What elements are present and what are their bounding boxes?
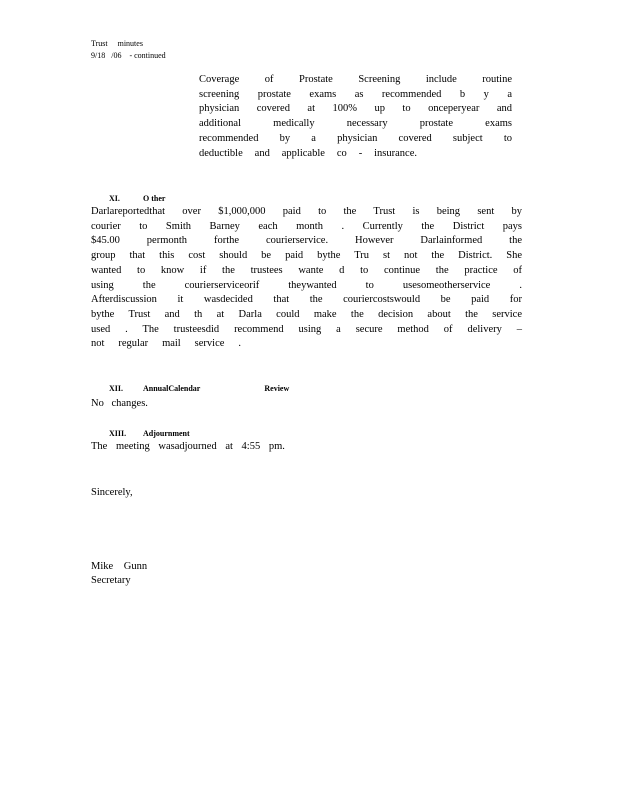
signatory-title: Secretary: [91, 575, 131, 586]
text-line: group that this cost should be paid bythe Tru st not the District. She: [91, 250, 522, 262]
closing-salutation: Sincerely,: [91, 487, 133, 498]
section-heading-other: [109, 194, 165, 203]
text-line: additional medically necessary prostate exams: [199, 118, 512, 130]
text-line: physician covered at 100% up to onceperyear and: [199, 103, 512, 115]
header-title: Trust minutes: [91, 39, 143, 48]
section-number: XII.: [109, 384, 124, 393]
text-line: bythe Trust and th at Darla could make the decision about the service: [91, 308, 522, 320]
section-heading-adjournment: [109, 429, 190, 438]
section-title: AnnualCalendar: [143, 384, 201, 393]
text-line: courier to Smith Barney each month . Currently the District pays: [91, 220, 522, 232]
text-line: used . The trusteesdid recommend using a secure method of delivery –: [91, 323, 522, 335]
section-heading-annual-calendar: [109, 384, 289, 393]
adjournment-text: The meeting wasadjourned at 4:55 pm.: [91, 441, 285, 452]
text-line: Coverage of Prostate Screening include routine: [199, 74, 512, 85]
header-date: 9/18 /06 - continued: [91, 51, 166, 60]
text-line: Darlareportedthat over $1,000,000 paid to the Trust is being sent by: [91, 206, 522, 217]
section-title-review: Review: [264, 384, 290, 393]
text-line: screening prostate exams as recommended b y a: [199, 88, 512, 100]
signatory-name: Mike Gunn: [91, 561, 148, 572]
section-number: XI.: [109, 194, 120, 203]
other-paragraph: [91, 205, 522, 352]
text-line: wanted to know if the trustees wante d to continue the practice of: [91, 264, 522, 276]
section-number: XIII.: [109, 429, 127, 438]
text-line: $45.00 permonth forthe courierservice. However Darlainformed the: [91, 235, 522, 247]
text-line: using the courierserviceorif theywanted to usesomeotherservice .: [91, 279, 522, 291]
page-header: [91, 38, 166, 62]
coverage-paragraph: [199, 73, 512, 161]
text-line: deductible and applicable co - insurance.: [199, 147, 417, 159]
annual-calendar-text: No changes.: [91, 398, 148, 409]
text-line: recommended by a physician covered subject to: [199, 132, 512, 144]
section-title: O ther: [143, 194, 166, 203]
section-title: Adjournment: [143, 429, 190, 438]
text-line: Afterdiscussion it wasdecided that the couriercostswould be paid for: [91, 294, 522, 306]
text-line: not regular mail service .: [91, 338, 241, 350]
